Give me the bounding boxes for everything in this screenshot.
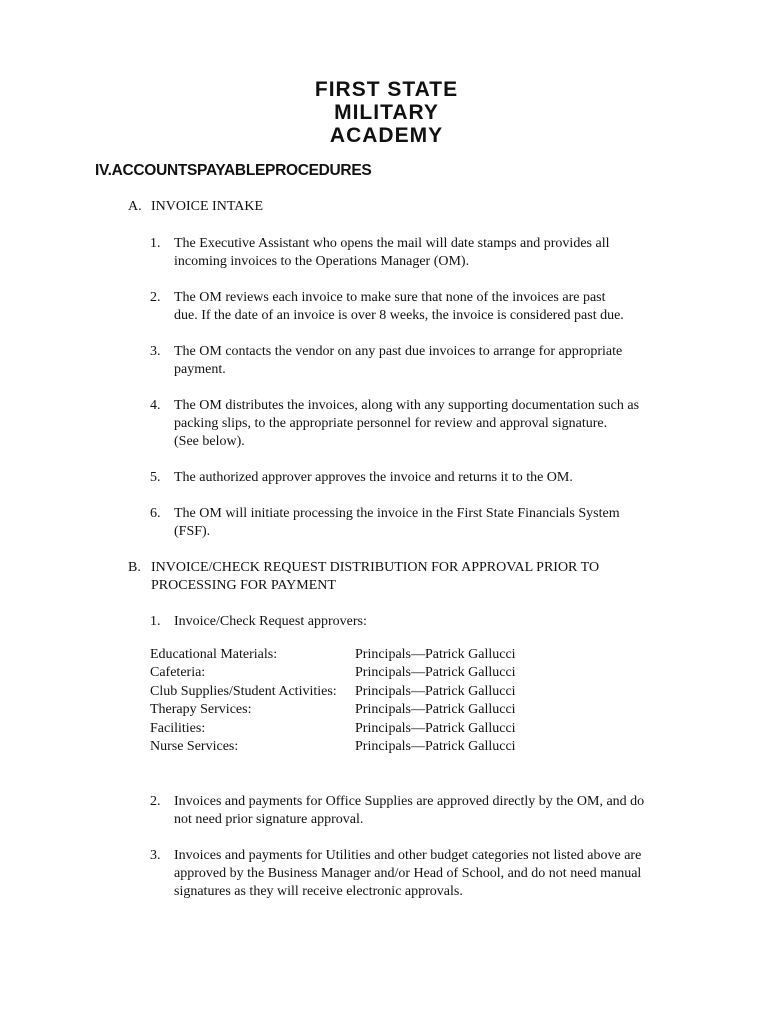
item-text-line: Invoice/Check Request approvers: — [174, 614, 367, 629]
item-text-line: The OM reviews each invoice to make sure that none of the invoices are past — [174, 290, 606, 305]
subsection-b-heading — [128, 559, 688, 595]
list-item — [150, 793, 690, 829]
subsection-a-heading — [128, 198, 263, 216]
item-number: 3. — [150, 848, 161, 863]
approver-name: Principals—Patrick Gallucci — [355, 738, 516, 754]
item-number: 2. — [150, 794, 161, 809]
list-item — [150, 847, 710, 901]
approver-name: Principals—Patrick Gallucci — [355, 647, 516, 662]
list-item — [150, 505, 690, 541]
item-text-line: (FSF). — [174, 524, 211, 539]
list-item — [150, 613, 690, 631]
title-line: ACADEMY — [329, 124, 444, 147]
item-text-line: incoming invoices to the Operations Manager (OM). — [174, 254, 470, 269]
subsection-title: INVOICE INTAKE — [151, 199, 264, 214]
item-text-line: The OM contacts the vendor on any past due invoices to arrange for appropriate — [174, 344, 623, 359]
department-label: Nurse Services: — [150, 738, 239, 754]
department-label: Cafeteria: — [150, 665, 206, 681]
item-number: 1. — [150, 236, 161, 251]
approver-name: Principals—Patrick Gallucci — [355, 683, 516, 699]
item-number: 3. — [150, 344, 161, 359]
item-text-line: packing slips, to the appropriate personnel for review and approval signature. — [174, 416, 608, 431]
approver-name: Principals—Patrick Gallucci — [355, 702, 516, 718]
item-text-line: due. If the date of an invoice is over 8 weeks, the invoice is considered past due. — [174, 308, 624, 323]
item-text-line: Invoices and payments for Office Supplies are approved directly by the OM, and do — [174, 794, 645, 809]
list-item — [150, 343, 690, 379]
title-line: FIRST STATE — [314, 78, 459, 101]
item-text-line: The authorized approver approves the invoice and returns it to the OM. — [174, 470, 573, 485]
approver-name: Principals—Patrick Gallucci — [355, 720, 516, 736]
department-label: Club Supplies/Student Activities: — [150, 683, 337, 699]
subsection-title-line: PROCESSING FOR PAYMENT — [151, 578, 336, 593]
item-text-line: The OM distributes the invoices, along with any supporting documentation such as — [174, 398, 640, 413]
page-title — [0, 78, 770, 147]
department-label: Facilities: — [150, 720, 206, 736]
item-text-line: signatures as they will receive electronic approvals. — [174, 884, 463, 899]
item-text-line: The OM will initiate processing the invoice in the First State Financials System — [174, 506, 620, 521]
subsection-letter: A. — [128, 199, 142, 214]
item-number: 4. — [150, 398, 161, 413]
item-number: 2. — [150, 290, 161, 305]
list-item — [150, 289, 690, 325]
item-number: 1. — [150, 614, 161, 629]
subsection-title-line: INVOICE/CHECK REQUEST DISTRIBUTION FOR APPROVAL PRIOR TO — [151, 560, 600, 575]
department-label: Therapy Services: — [150, 702, 252, 718]
approver-name: Principals—Patrick Gallucci — [355, 665, 516, 681]
item-number: 5. — [150, 470, 161, 485]
item-text-line: payment. — [174, 362, 226, 377]
list-item — [150, 469, 690, 487]
item-text-line: (See below). — [174, 434, 245, 449]
title-line: MILITARY — [334, 101, 439, 124]
department-label: Educational Materials: — [150, 647, 278, 662]
list-item — [150, 235, 690, 271]
item-text-line: The Executive Assistant who opens the mail will date stamps and provides all — [174, 236, 610, 251]
list-item — [150, 397, 690, 451]
item-text-line: approved by the Business Manager and/or Head of School, and do not need manual — [174, 866, 642, 881]
item-number: 6. — [150, 506, 161, 521]
subsection-letter: B. — [128, 560, 141, 575]
item-text-line: not need prior signature approval. — [174, 812, 364, 827]
section-heading: IV.ACCOUNTSPAYABLEPROCEDURES — [95, 162, 372, 179]
item-text-line: Invoices and payments for Utilities and other budget categories not listed above are — [174, 848, 642, 863]
